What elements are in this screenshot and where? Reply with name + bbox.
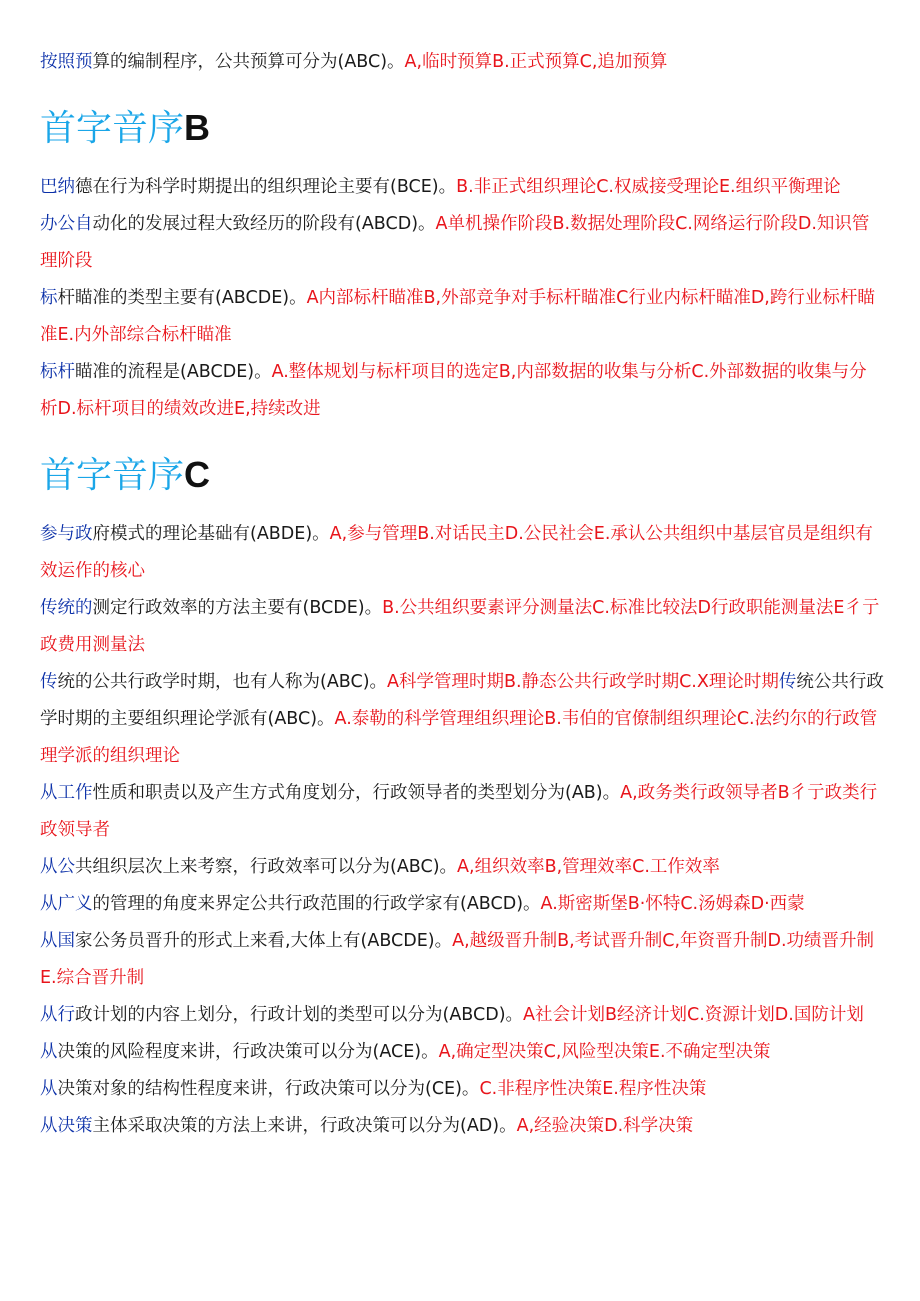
entry-answer: A单机操作阶段B.数据处理阶段C.网络运行阶段D.知识管理阶段 (40, 214, 870, 271)
qa-entry (40, 775, 884, 849)
qa-entry (40, 44, 884, 81)
entry-lead: 巴纳 (40, 177, 75, 197)
entry-answer: A,参与管理B.对话民主D.公民社会E.承认公共组织中基层官员是组织有效运作的核心 (40, 524, 873, 581)
entry-question: 政计划的内容上划分，行政计划的类型可以分为(ABCD)。 (75, 1005, 524, 1025)
entry-question: 德在行为科学时期提出的组织理论主要有(BCE)。 (75, 177, 457, 197)
qa-entry (40, 1071, 884, 1108)
qa-entry (40, 1108, 884, 1145)
entry-lead-2: 传 (778, 672, 797, 692)
entry-question: 主体采取决策的方法上来讲，行政决策可以分为(AD)。 (92, 1116, 517, 1136)
entry-question: 共组织层次上来考察，行政效率可以分为(ABC)。 (75, 857, 458, 877)
entry-answer: A,越级晋升制B,考试晋升制C,年资晋升制D.功绩晋升制E.综合晋升制 (40, 931, 875, 988)
entry-answer-2: A.泰勒的科学管理组织理论B.韦伯的官僚制组织理论C.法约尔的行政管理学派的组织理论 (40, 709, 878, 766)
qa-entry (40, 206, 884, 280)
entry-answer: A科学管理时期B.静态公共行政学时期C.X理论时期 (387, 672, 779, 692)
entry-answer: A.整体规划与标杆项目的选定B,内部数据的收集与分析C.外部数据的收集与分析D.标杆项目的绩效改进E,持续改进 (40, 362, 867, 419)
qa-entry (40, 997, 884, 1034)
entry-question: 的管理的角度来界定公共行政范围的行政学家有(ABCD)。 (92, 894, 541, 914)
entry-lead: 标杆 (40, 362, 75, 382)
entry-question: 测定行政效率的方法主要有(BCDE)。 (92, 598, 383, 618)
entry-lead: 从公 (40, 857, 75, 877)
qa-entry (40, 354, 884, 428)
entry-question: 府模式的理论基础有(ABDE)。 (92, 524, 330, 544)
entry-lead: 标 (40, 288, 58, 308)
qa-entry (40, 169, 884, 206)
qa-entry (40, 1034, 884, 1071)
entry-lead: 从国 (40, 931, 75, 951)
entry-question: 统的公共行政学时期，也有人称为(ABC)。 (57, 672, 388, 692)
entry-lead: 传统的 (40, 598, 93, 618)
section-heading-text: 首字音序 (40, 455, 185, 496)
entry-answer: A,确定型决策C,风险型决策E.不确定型决策 (438, 1042, 771, 1062)
entry-lead: 从工作 (40, 783, 93, 803)
section-heading-letter: B (184, 107, 211, 148)
entry-lead: 从 (40, 1042, 58, 1062)
entry-answer: A,组织效率B,管理效率C.工作效率 (457, 857, 720, 877)
entry-question: 家公务员晋升的形式上来看,大体上有(ABCDE)。 (75, 931, 453, 951)
entry-answer: B.公共组织要素评分测量法C.标准比较法D行政职能测量法E彳亍政费用测量法 (40, 598, 880, 655)
qa-entry (40, 886, 884, 923)
entry-answer: A,政务类行政领导者B彳亍政类行政领导者 (40, 783, 878, 840)
entry-lead: 参与政 (40, 524, 93, 544)
entry-question-2: 统公共行政学时期的主要组织理论学派有(ABC)。 (40, 672, 884, 729)
entry-lead: 从 (40, 1079, 58, 1099)
entry-lead: 从广义 (40, 894, 93, 914)
entry-question: 性质和职责以及产生方式角度划分，行政领导者的类型划分为(AB)。 (92, 783, 621, 803)
entry-lead: 传 (40, 672, 58, 692)
section-heading-c (40, 446, 884, 504)
qa-entry (40, 923, 884, 997)
entry-answer: C.非程序性决策E.程序性决策 (479, 1079, 707, 1099)
entry-answer: A.斯密斯堡B·怀特C.汤姆森D·西蒙 (540, 894, 805, 914)
entry-lead: 按照预 (40, 52, 93, 72)
entry-answer: A内部标杆瞄准B,外部竞争对手标杆瞄准C行业内标杆瞄准D,跨行业标杆瞄准E.内外部综合标杆瞄准 (40, 288, 875, 345)
qa-entry (40, 280, 884, 354)
section-heading-letter: C (184, 454, 211, 495)
entry-answer: A社会计划B经济计划C.资源计划D.国防计划 (523, 1005, 864, 1025)
qa-entry (40, 849, 884, 886)
entry-question: 决策对象的结构性程度来讲，行政决策可以分为(CE)。 (57, 1079, 480, 1099)
qa-entry (40, 516, 884, 590)
qa-entry (40, 590, 884, 664)
entry-answer: A,临时预算B.正式预算C,追加预算 (404, 52, 668, 72)
qa-entry (40, 664, 884, 775)
entry-question: 杆瞄准的类型主要有(ABCDE)。 (57, 288, 307, 308)
entry-question: 决策的风险程度来讲，行政决策可以分为(ACE)。 (57, 1042, 439, 1062)
entry-lead: 办公自 (40, 214, 93, 234)
section-heading-text: 首字音序 (40, 108, 185, 149)
entry-answer: A,经验决策D.科学决策 (516, 1116, 694, 1136)
entry-question: 瞄准的流程是(ABCDE)。 (75, 362, 272, 382)
entry-answer: B.非正式组织理论C.权威接受理论E.组织平衡理论 (456, 177, 841, 197)
entry-question: 算的编制程序，公共预算可分为(ABC)。 (92, 52, 405, 72)
entry-question: 动化的发展过程大致经历的阶段有(ABCD)。 (92, 214, 436, 234)
entry-lead: 从决策 (40, 1116, 93, 1136)
section-heading-b (40, 99, 884, 157)
entry-lead: 从行 (40, 1005, 75, 1025)
